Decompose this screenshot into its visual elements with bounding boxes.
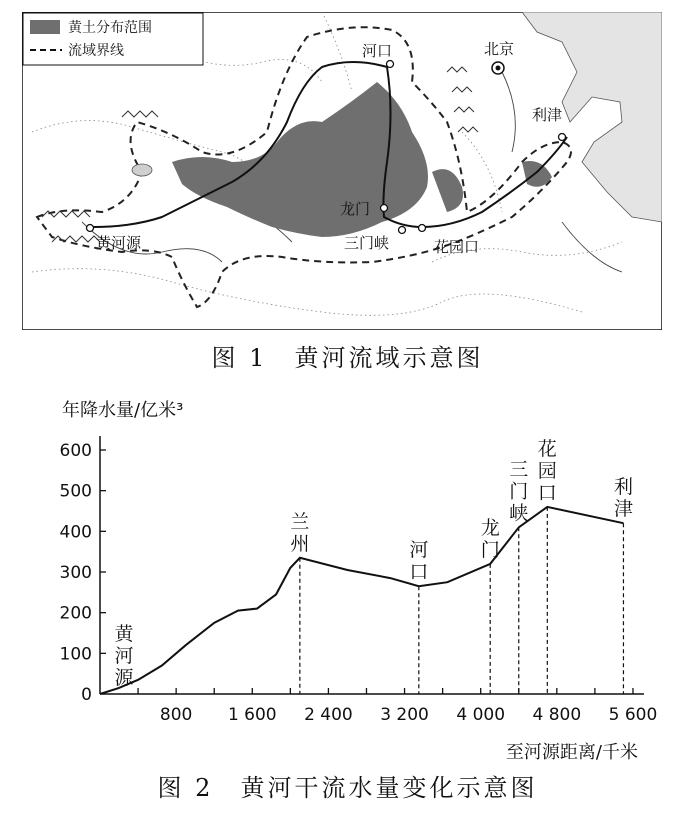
marker-label-char: 河 — [114, 645, 134, 667]
marker-label-char: 门 — [509, 480, 529, 503]
marker-label-char: 津 — [613, 498, 633, 521]
label-longmen: 龙门 — [340, 200, 371, 218]
y-axis-title: 年降水量/亿米³ — [62, 400, 184, 421]
x-tick-label: 2 400 — [304, 705, 353, 725]
label-lijin: 利津 — [532, 106, 563, 124]
series-line — [100, 507, 623, 694]
marker-label-char: 峡 — [509, 502, 529, 525]
figure1-caption: 图 1 黄河流域示意图 — [211, 344, 484, 372]
marker-label-char: 口 — [537, 481, 557, 504]
marker-label-char: 河 — [409, 539, 429, 562]
y-tick-label: 500 — [59, 481, 92, 502]
yellow-river-basin-map — [22, 12, 662, 330]
legend-loess-label: 黄土分布范围 — [68, 20, 152, 36]
label-huayuankou: 花园口 — [434, 238, 480, 256]
marker-label-char: 花 — [537, 437, 557, 460]
x-tick-label: 3 200 — [380, 705, 429, 725]
legend-boundary-label: 流域界线 — [68, 43, 124, 59]
x-tick-label: 1 600 — [227, 705, 277, 725]
lake — [132, 164, 152, 176]
marker-guides — [300, 507, 624, 694]
marker-label-char: 龙 — [480, 516, 500, 539]
axes — [60, 436, 658, 725]
label-sanmenxia: 三门峡 — [344, 234, 390, 252]
marker-label-char: 黄 — [114, 623, 134, 645]
discharge-chart — [0, 392, 695, 764]
marker-label-char: 州 — [290, 532, 310, 555]
x-tick-label: 800 — [159, 705, 193, 725]
label-source: 黄河源 — [96, 234, 142, 252]
y-tick-label: 400 — [59, 522, 92, 543]
marker-label-char: 利 — [613, 476, 633, 499]
y-tick-label: 600 — [59, 441, 92, 461]
figure2-caption: 图 2 黄河干流水量变化示意图 — [157, 774, 538, 802]
x-axis-title: 至河源距离/千米 — [505, 742, 638, 763]
marker-labels — [114, 438, 632, 689]
marker-label-char: 三 — [509, 458, 529, 481]
marker-label-char: 口 — [409, 561, 429, 584]
y-tick-label: 0 — [81, 685, 92, 705]
capital-dot — [496, 66, 501, 71]
legend-loess-swatch — [30, 20, 60, 34]
x-tick-label: 5 600 — [608, 705, 658, 725]
marker-label-char: 兰 — [290, 510, 310, 533]
x-tick-label: 4 800 — [532, 705, 582, 725]
y-tick-label: 100 — [59, 644, 92, 665]
y-tick-label: 200 — [59, 603, 92, 624]
label-beijing: 北京 — [484, 40, 515, 58]
label-hekou: 河口 — [362, 42, 393, 60]
marker-label-char: 门 — [480, 538, 500, 561]
marker-label-char: 园 — [537, 459, 557, 482]
marker-label-char: 源 — [114, 667, 134, 689]
y-tick-label: 300 — [59, 563, 92, 583]
x-tick-label: 4 000 — [456, 705, 506, 725]
